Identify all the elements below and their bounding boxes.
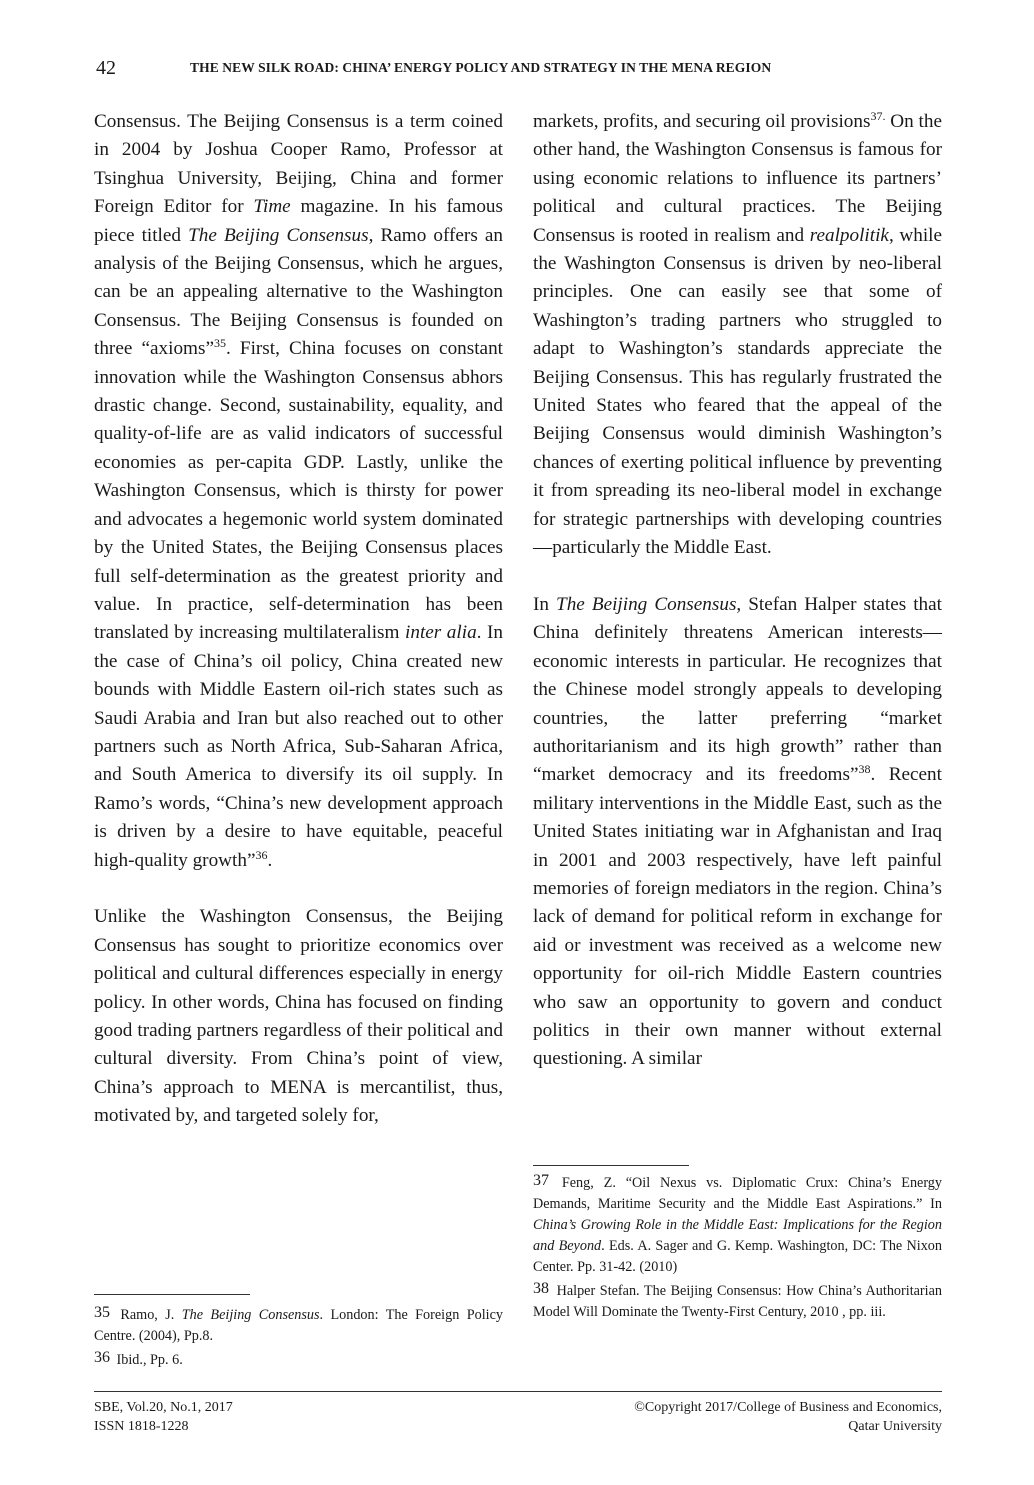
paragraph: markets, profits, and securing oil provisions$^{37.}$ On the other hand, the Washington Consensus is famous for using economic relations to influence its partners’ political and cultural practices. The Beijing Consensus is rooted in realism and realpolitik, while the Washington Consensus is driven by neo-liberal principles. One can easily see that some of Washington’s trading partners who struggled to adapt to Washington’s standards appreciate the Beijing Consensus. This has regularly frustrated the United States who feared that the appeal of the Beijing Consensus would diminish Washington’s chances of exerting political influence by preventing it from spreading its neo-liberal model in exchange for strategic partnerships with developing countries—particularly the Middle East.	[533, 109, 942, 559]
right-column	[533, 108, 942, 1074]
paragraph: In The Beijing Consensus, Stefan Halper states that China definitely threatens American interests—economic interests in particular. He recognizes that the Chinese model strongly appeals to developing countries, the latter preferring “market authoritarianism and its high growth” rather than “market democracy and its freedoms”$^{38}$. Recent military interventions in the Middle East, such as the United States initiating war in Afghanistan and Iraq in 2001 and 2003 respectively, have left painful memories of foreign mediators in the region. China’s lack of demand for political reform in exchange for aid or investment was received as a welcome new opportunity for oil-rich Middle Eastern countries who saw an opportunity to govern and conduct politics in their own manner without external questioning. A similar	[533, 593, 942, 1070]
footnote-ref: 35	[213, 336, 226, 351]
footnote-36: 36 Ibid., Pp. 6.	[94, 1349, 183, 1368]
footnote-38: 38 Halper Stefan. The Beijing Consensus: How China’s Authoritarian Model Will Dominate the Twenty-First Century, 2010 , pp. iii.	[533, 1280, 942, 1320]
footnote-ref: 37.	[870, 109, 886, 123]
paragraph: Unlike the Washington Consensus, the Beijing Consensus has sought to prioritize economics over political and cultural differences especially in energy policy. In other words, China has focused on finding good trading partners regardless of their political and cultural diversity. From China’s point of view, China’s approach to MENA is mercantilist, thus, motivated by, and targeted solely for,	[94, 906, 503, 1127]
issn: ISSN 1818-1228	[94, 1419, 189, 1434]
copyright: ©Copyright 2017/College of Business and Economics,	[634, 1400, 942, 1415]
footnote-divider	[94, 1294, 250, 1295]
footer-journal-info	[94, 1398, 233, 1436]
footnote-divider	[533, 1165, 689, 1166]
paragraph: Consensus. The Beijing Consensus is a term coined in 2004 by Joshua Cooper Ramo, Professor at Tsinghua University, Beijing, China and former Foreign Editor for Time magazine. In his famous piece titled The Beijing Consensus, Ramo offers an analysis of the Beijing Consensus, which he argues, can be an appealing alternative to the Washington Consensus. The Beijing Consensus is founded on three “axioms”$^{35}$. First, China focuses on constant innovation while the Washington Consensus abhors drastic change. Second, sustainability, equality, and quality-of-life are as valid indicators of successful economies as per-capita GDP. Lastly, unlike the Washington Consensus, which is thirsty for power and advocates a hegemonic world system dominated by the United States, the Beijing Consensus places full self-determination as the greatest priority and value. In practice, self-determination has been translated by increasing multilateralism inter alia. In the case of China’s oil policy, China created new bounds with Middle Eastern oil-rich states such as Saudi Arabia and Iran but also reached out to other partners such as North Africa, Sub-Saharan Africa, and South America to diversify its oil supply. In Ramo’s words, “China’s new development approach is driven by a desire to have equitable, peaceful high-quality growth”$^{36}$.	[94, 111, 504, 871]
left-column	[94, 108, 503, 1131]
footer-divider	[94, 1391, 942, 1392]
journal-volume: SBE, Vol.20, No.1, 2017	[94, 1400, 233, 1415]
page-number: 42	[96, 57, 116, 79]
footnote-ref: 38	[858, 762, 871, 777]
footnote-ref: 36	[255, 847, 268, 862]
footer-copyright	[540, 1398, 942, 1436]
footnotes-right	[533, 1165, 942, 1323]
footnotes-left	[94, 1294, 503, 1371]
footnote-37: 37 Feng, Z. “Oil Nexus vs. Diplomatic Crux: China’s Energy Demands, Maritime Security and the Middle East Aspirations.” In China’s Growing Role in the Middle East: Implications for the Region and Beyond. Eds. A. Sager and G. Kemp. Washington, DC: The Nixon Center. Pp. 31-42. (2010)	[533, 1172, 942, 1275]
footnote-35: 35 Ramo, J. The Beijing Consensus. London: The Foreign Policy Centre. (2004), Pp.8.	[94, 1304, 503, 1344]
running-title: THE NEW SILK ROAD: CHINA’ ENERGY POLICY AND STRATEGY IN THE MENA REGION	[190, 60, 772, 75]
university: Qatar University	[848, 1419, 942, 1434]
